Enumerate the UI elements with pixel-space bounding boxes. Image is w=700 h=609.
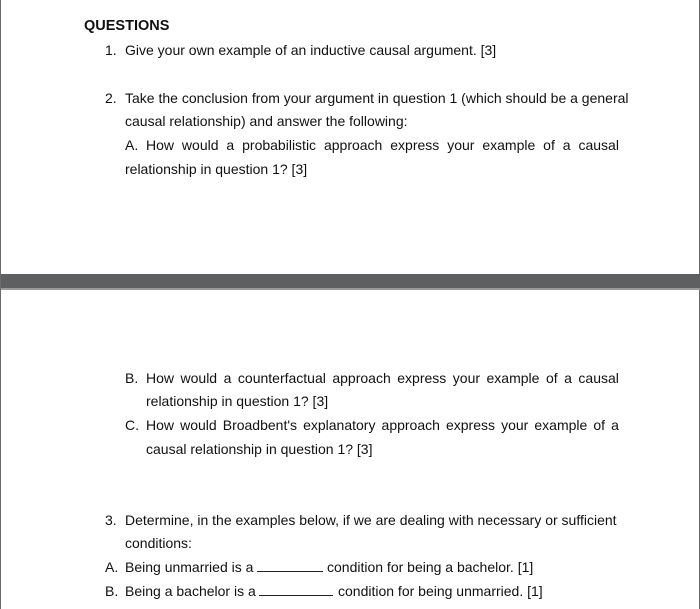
answer-blank[interactable] (257, 559, 323, 572)
word: your (452, 370, 481, 386)
word: How (146, 137, 175, 153)
sub-question-text-before: Being a bachelor is a (125, 583, 256, 599)
word: example (482, 137, 536, 153)
page-divider-shadow (1, 288, 700, 290)
word: example (534, 417, 588, 433)
word: a (611, 417, 619, 433)
question-number: 1. (105, 42, 117, 58)
sub-question-text-after: condition for being unmarried. [1] (338, 583, 543, 599)
question-number: 3. (105, 512, 117, 528)
word: a (562, 137, 571, 153)
sub-question-label: A. (105, 559, 119, 575)
sub-question-label: A. (125, 137, 139, 153)
sub-question-label: C. (125, 417, 139, 433)
sub-question-text-line (146, 369, 619, 387)
word: explanatory (303, 417, 376, 433)
sub-question-text-after: condition for being a bachelor. [1] (327, 559, 534, 575)
word: Broadbent's (222, 417, 298, 433)
word: of (545, 370, 558, 386)
word: a (564, 370, 572, 386)
word: example (486, 370, 540, 386)
question-text-line: conditions: (125, 535, 192, 551)
word: your (447, 137, 475, 153)
word: approach (381, 417, 440, 433)
word: would (180, 370, 218, 386)
word: would (180, 417, 217, 433)
word: of (543, 137, 555, 153)
word: express (390, 137, 440, 153)
word: a (223, 370, 232, 386)
answer-blank[interactable] (259, 583, 333, 596)
word: How (146, 417, 175, 433)
word: causal (578, 137, 619, 153)
word: a (226, 137, 235, 153)
word: probabilistic (242, 137, 317, 153)
sub-question-text-line (146, 136, 619, 154)
question-number: 2. (105, 90, 117, 106)
sub-question-text-line: relationship in question 1? [3] (125, 161, 308, 177)
sub-question-label: B. (125, 370, 139, 386)
word: express (445, 417, 496, 433)
word: causal (578, 370, 619, 386)
question-text-line: Take the conclusion from your argument in question 1 (which should be a general (125, 90, 629, 106)
word: approach (323, 137, 383, 153)
word: counterfactual (237, 370, 326, 386)
word: express (397, 370, 447, 386)
sub-question-label: B. (105, 583, 119, 599)
word: How (146, 370, 175, 386)
page-divider (1, 274, 700, 288)
sub-question-text-before: Being unmarried is a (125, 559, 254, 575)
sub-question-text-line (146, 416, 619, 434)
word: of (593, 417, 606, 433)
word: would (181, 137, 219, 153)
sub-question-text-line: relationship in question 1? [3] (146, 393, 329, 409)
word: approach (332, 370, 391, 386)
page-title: QUESTIONS (84, 18, 170, 34)
question-text-line: causal relationship) and answer the following: (125, 113, 408, 129)
sub-question-text-line: causal relationship in question 1? [3] (146, 441, 373, 457)
question-text: Give your own example of an inductive causal argument. [3] (125, 42, 497, 58)
word: your (501, 417, 529, 433)
question-text-line: Determine, in the examples below, if we are dealing with necessary or sufficient (125, 512, 617, 528)
